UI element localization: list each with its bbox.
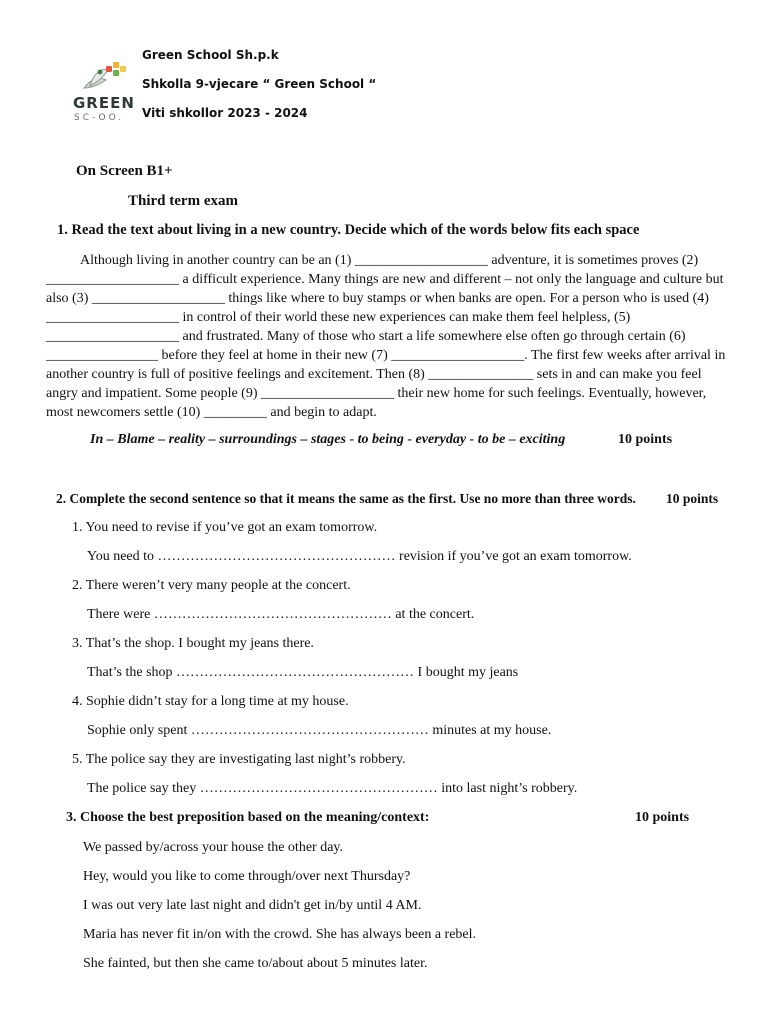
q2-item	[72, 634, 632, 692]
q3-sentence: She fainted, but then she came to/about about 5 minutes later.	[83, 956, 428, 971]
q2-item	[72, 518, 632, 576]
q1-passage	[46, 251, 726, 422]
logo-wordmark: GREEN	[73, 94, 135, 112]
passage-line: most newcomers settle (10) _________ and begin to adapt.	[46, 405, 377, 420]
passage-line: ___________________ and frustrated. Many of those who start a life somewhere else often go through certain (6)	[46, 329, 686, 344]
q3-sentence: Hey, would you like to come through/over next Thursday?	[83, 869, 411, 884]
passage-line: also (3) ___________________ things like where to buy stamps or when banks are open. For a person who is used (4)	[46, 291, 709, 306]
original-sentence: You need to revise if you’ve got an exam tomorrow.	[85, 520, 378, 535]
q3-sentence: I was out very late last night and didn't get in/by until 4 AM.	[83, 898, 422, 913]
passage-line: ___________________ in control of their world these new experiences can make them feel helpless, (5)	[46, 310, 631, 325]
q1-word-bank: In – Blame – reality – surroundings – stages - to being - everyday - to be – exciting	[90, 432, 566, 447]
q3-heading: 3. Choose the best preposition based on the meaning/context:	[66, 810, 430, 825]
original-sentence: The police say they are investigating last night’s robbery.	[85, 752, 406, 767]
logo-subtext: SC-OO.	[74, 113, 125, 123]
school-info	[142, 46, 376, 133]
passage-line: ________________ before they feel at home in their new (7) ___________________. The first few weeks after arrival in	[46, 348, 726, 363]
school-name: Green School Sh.p.k	[142, 48, 279, 62]
q3-list	[83, 838, 476, 983]
q1-heading: 1. Read the text about living in a new country. Decide which of the words below fits each space	[57, 222, 640, 238]
q3-sentence: Maria has never fit in/on with the crowd. She has always been a rebel.	[83, 927, 477, 942]
item-number: 5.	[72, 752, 83, 767]
q1-points: 10 points	[618, 432, 673, 447]
exam-title: Third term exam	[128, 193, 238, 209]
item-number: 1.	[72, 520, 83, 535]
q2-item	[72, 576, 632, 634]
school-year: Viti shkollor 2023 - 2024	[142, 106, 308, 120]
original-sentence: That’s the shop. I bought my jeans there.	[85, 636, 314, 651]
rewrite-sentence: There were …………………………………………… at the concert.	[87, 607, 475, 622]
q2-list	[72, 518, 632, 808]
rewrite-sentence: The police say they …………………………………………… into last night’s robbery.	[87, 781, 578, 796]
q2-item	[72, 750, 632, 808]
rewrite-sentence: You need to …………………………………………… revision if you’ve got an exam tomorrow.	[87, 549, 632, 564]
passage-line: another country is full of positive feelings and excitement. Then (8) _______________ sets in and can make you feel	[46, 367, 702, 382]
school-logo	[70, 60, 134, 130]
passage-line: angry and impatient. Some people (9) ___________________ their new home for such feelings. Eventually, however,	[46, 386, 707, 401]
q2-item	[72, 692, 632, 750]
item-number: 4.	[72, 694, 83, 709]
q2-heading: 2. Complete the second sentence so that it means the same as the first. Use no more than three words.	[56, 491, 636, 506]
q3-sentence: We passed by/across your house the other day.	[83, 840, 344, 855]
course-title: On Screen B1+	[76, 163, 173, 179]
school-type: Shkolla 9-vjecare “ Green School “	[142, 77, 377, 91]
rewrite-sentence: Sophie only spent …………………………………………… minutes at my house.	[87, 723, 552, 738]
passage-line: Although living in another country can be an (1) ___________________ adventure, it is sometimes proves (2)	[80, 253, 699, 268]
item-number: 2.	[72, 578, 83, 593]
rewrite-sentence: That’s the shop …………………………………………… I bought my jeans	[87, 665, 519, 680]
passage-line: ___________________ a difficult experience. Many things are new and different – not only the language and culture but	[46, 272, 724, 287]
original-sentence: Sophie didn’t stay for a long time at my house.	[86, 694, 349, 709]
q3-points: 10 points	[635, 810, 690, 825]
logo-emblem-icon	[76, 60, 130, 94]
item-number: 3.	[72, 636, 83, 651]
original-sentence: There weren’t very many people at the concert.	[85, 578, 351, 593]
q2-points: 10 points	[666, 491, 719, 506]
